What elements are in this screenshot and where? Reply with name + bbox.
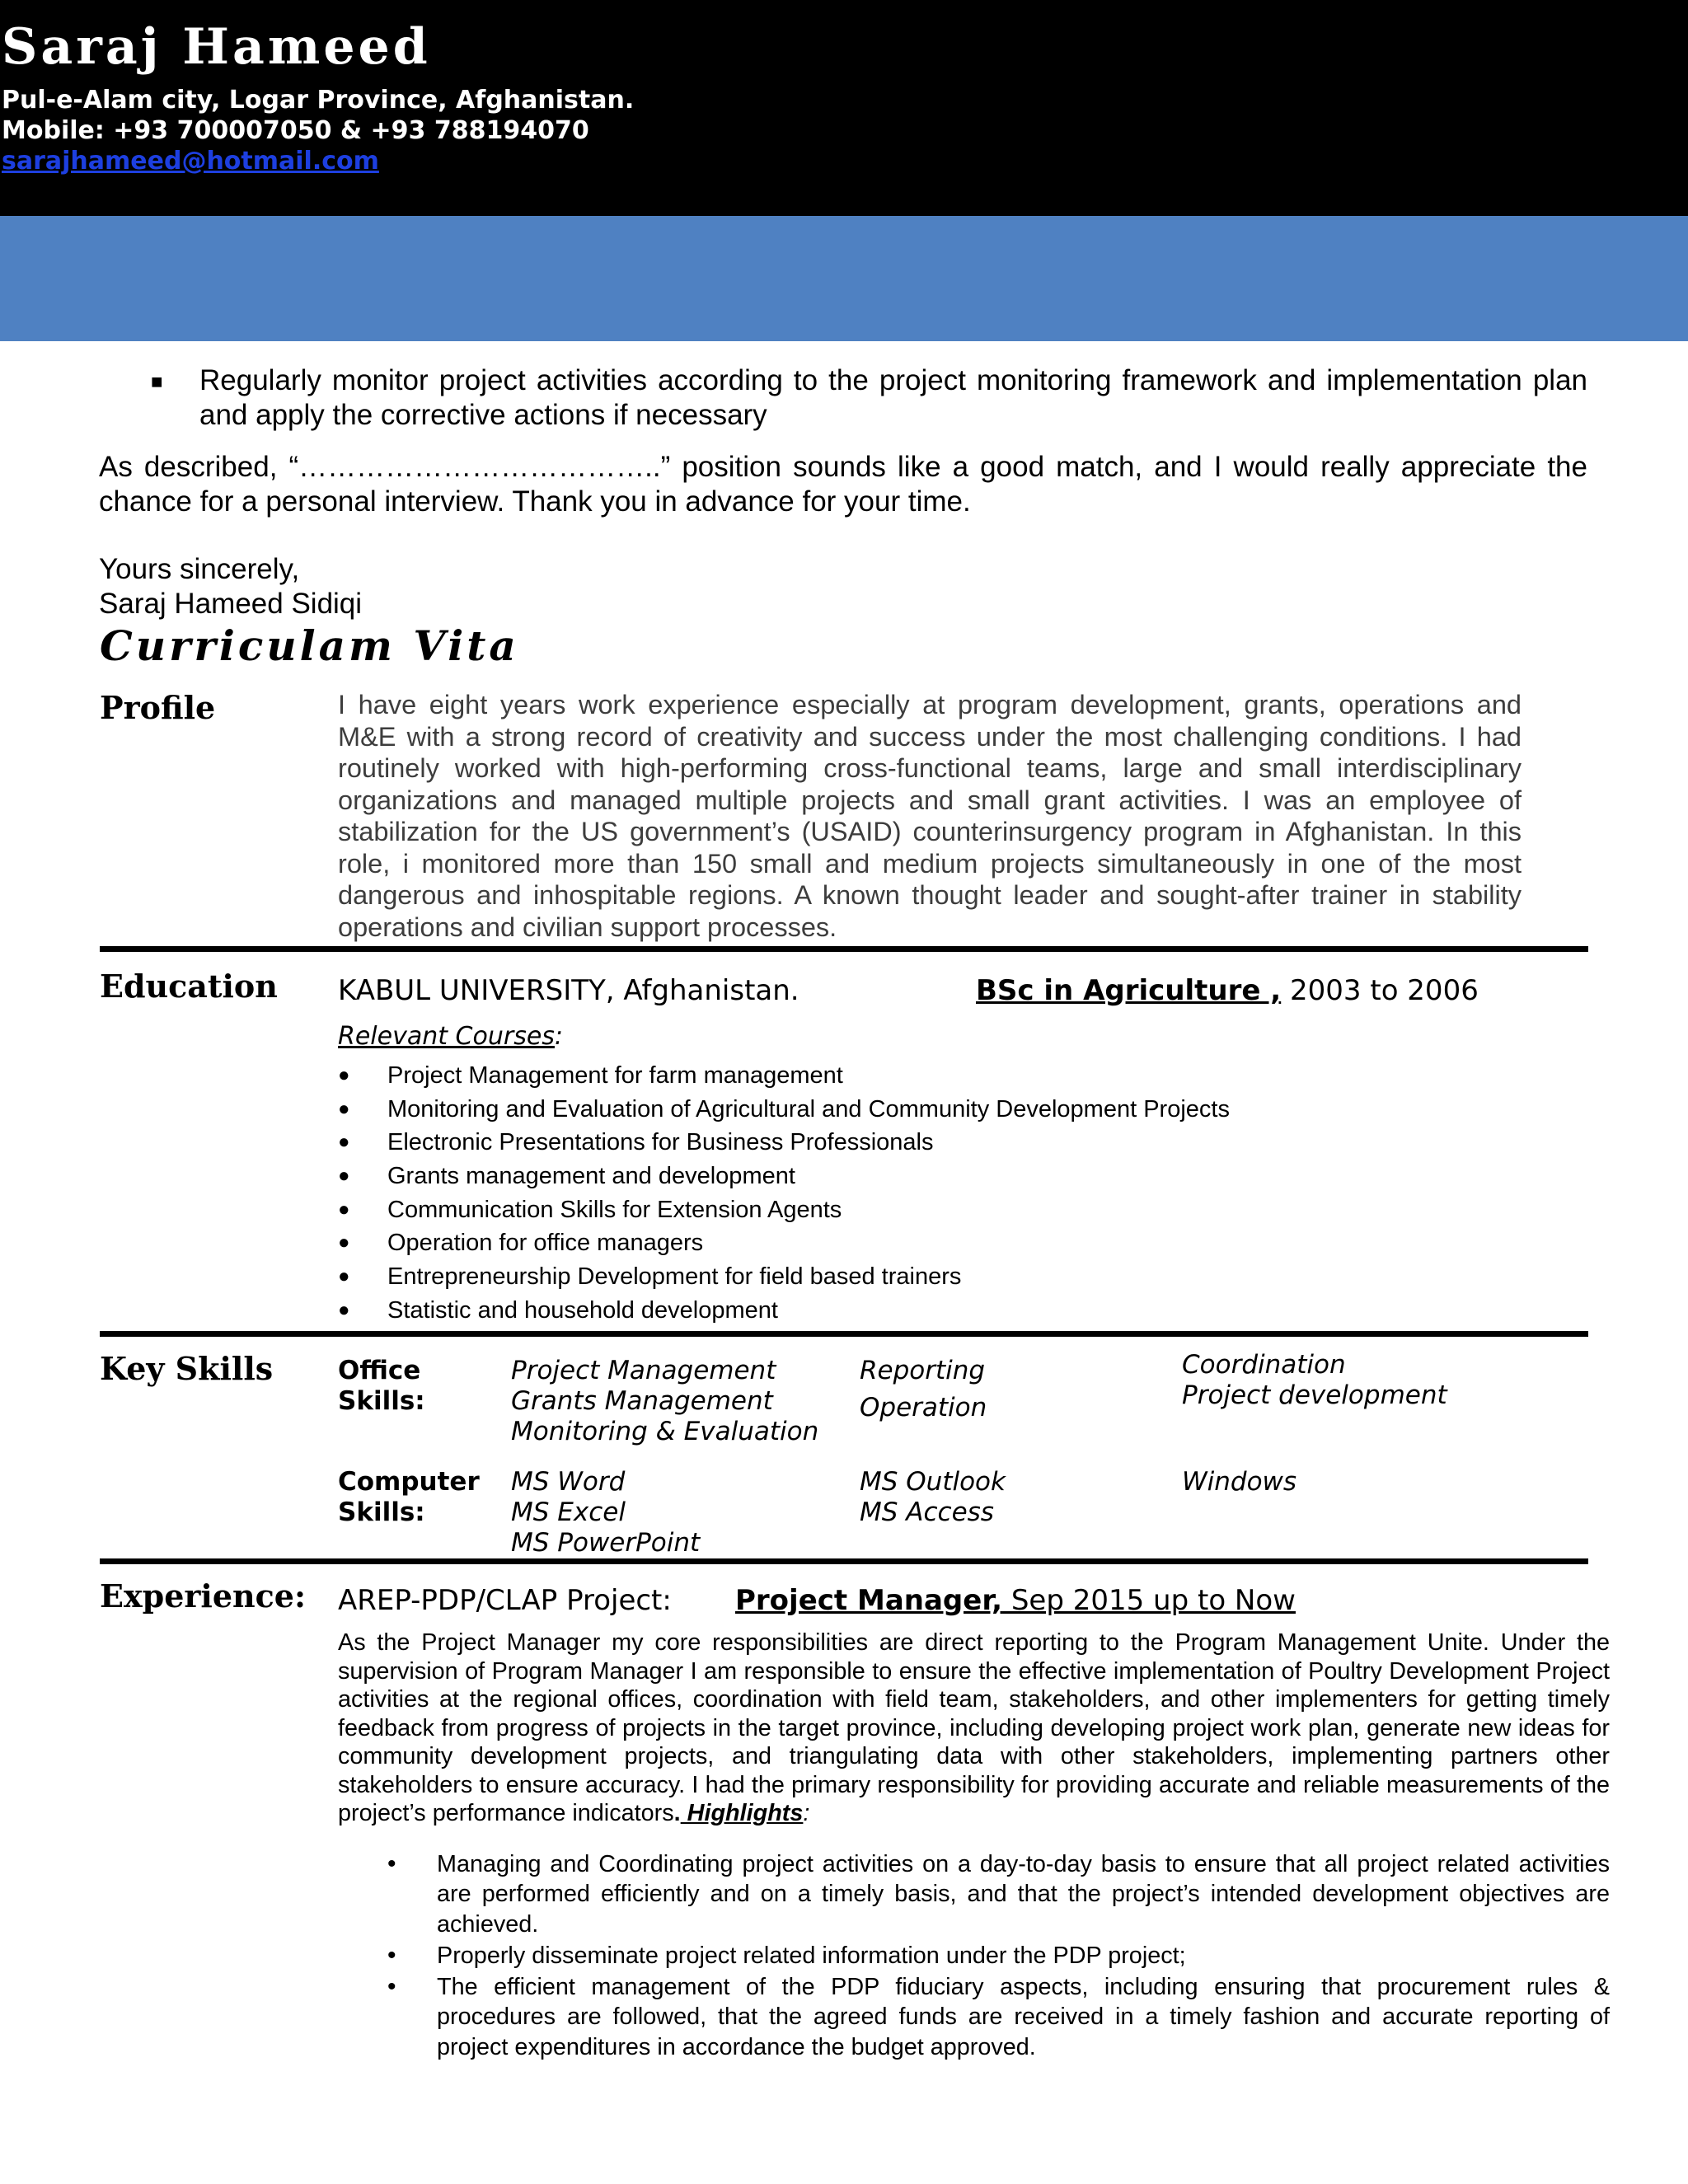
course-list (338, 1059, 1230, 1328)
letter-paragraph: As described, “………………………………..” position sounds like a good match, and I would really appreciate the chance for a personal interview. Thank you in advance for your time. (99, 451, 1587, 518)
profile-heading: Profile (100, 689, 216, 726)
letter-signature: Saraj Hameed Sidiqi (99, 588, 363, 620)
experience-heading: Experience: (100, 1577, 306, 1615)
project-name: AREP-PDP/CLAP Project: (338, 1584, 672, 1617)
skill-item: Reporting (860, 1356, 986, 1385)
education-heading: Education (100, 968, 278, 1005)
office-skills-label (338, 1356, 425, 1417)
degree (976, 974, 1479, 1007)
job-title: Project Manager, (735, 1584, 1003, 1617)
degree-years: 2003 to 2006 (1281, 974, 1479, 1007)
square-bullet-icon: ■ (151, 371, 163, 393)
highlights-colon: : (803, 1800, 810, 1826)
job-description-text: As the Project Manager my core responsibilities are direct reporting to the Program Management Unite. Under the supervision of Program Manager I am responsible to ensure the effective implementation of Poultry Development Project activities at the regional offices, coordination with field team, stakeholders, and other implementers for getting timely feedback from progress of projects in the target province, including developing project work plan, generate new ideas for community development projects, and triangulating data with other stakeholders, implementing partners other stakeholders to ensure accuracy. I had the primary responsibility for providing accurate and reliable measurements of the project’s performance indicators (338, 1629, 1610, 1826)
skill-item: Grants Management (511, 1386, 773, 1416)
description-period: . (673, 1800, 681, 1826)
skill-item: Project development (1182, 1380, 1447, 1410)
courses-label-text: Relevant Courses (338, 1022, 555, 1051)
section-divider (100, 1331, 1588, 1337)
list-item: ● Entrepreneurship Development for field based trainers (338, 1260, 1230, 1294)
job-role (735, 1584, 1296, 1617)
mobile-numbers: Mobile: +93 700007050 & +93 788194070 (2, 116, 589, 145)
skill-item: MS PowerPoint (511, 1528, 701, 1558)
skill-item: MS Outlook (860, 1467, 1006, 1497)
skill-item: MS Word (511, 1467, 626, 1497)
computer-skills-label (338, 1467, 480, 1528)
label-line: Computer (338, 1467, 480, 1497)
list-item: ● Electronic Presentations for Business Professionals (338, 1126, 1230, 1160)
list-item: ● Communication Skills for Extension Agents (338, 1193, 1230, 1227)
skill-item: Monitoring & Evaluation (511, 1417, 819, 1446)
email-link[interactable]: sarajhameed@hotmail.com (2, 147, 379, 176)
skill-item: Windows (1182, 1467, 1297, 1497)
list-item: ● Grants management and development (338, 1160, 1230, 1193)
courses-label-colon: : (554, 1022, 564, 1051)
label-line: Office (338, 1356, 421, 1385)
job-period: Sep 2015 up to Now (1002, 1584, 1296, 1617)
skill-item: MS Excel (511, 1497, 626, 1527)
list-item: ● Project Management for farm management (338, 1059, 1230, 1093)
candidate-name: Saraj Hameed (2, 18, 431, 76)
degree-title: BSc in Agriculture , (976, 974, 1282, 1007)
list-item: ● Monitoring and Evaluation of Agricultural and Community Development Projects (338, 1093, 1230, 1127)
cv-title: Curriculam Vita (100, 621, 519, 670)
skill-item: Operation (860, 1393, 987, 1422)
address: Pul-e-Alam city, Logar Province, Afghanistan. (2, 86, 635, 115)
label-line: Skills: (338, 1386, 425, 1416)
highlights-label: Highlights (680, 1800, 804, 1826)
key-skills-heading: Key Skills (100, 1350, 274, 1387)
university: KABUL UNIVERSITY, Afghanistan. (338, 974, 799, 1007)
courses-label (338, 1022, 563, 1051)
list-item: • The efficient management of the PDP fiduciary aspects, including ensuring that procurement rules & procedures are followed, that the agreed funds are received in a timely fashion and accurate reporting of project expenditures in accordance the budget approved. (387, 1972, 1610, 2062)
list-item: • Managing and Coordinating project activities on a day-to-day basis to ensure that all project related activities are performed efficiently and on a timely basis, and that the project’s intended development objectives are achieved. (387, 1849, 1610, 1939)
profile-text: I have eight years work experience especially at program development, grants, operations and M&E with a strong record of creativity and success under the most challenging conditions. I had routinely worked with high-performing cross-functional teams, large and small interdisciplinary organizations and managed multiple projects and small grant activities. I was an employee of stabilization for the US government’s (USAID) counterinsurgency program in Afghanistan. In this role, i monitored more than 150 small and medium projects simultaneously in one of the most dangerous and inhospitable regions. A known thought leader and sought-after trainer in stability operations and civilian support processes. (338, 690, 1522, 942)
list-item: ● Operation for office managers (338, 1226, 1230, 1260)
list-item: • Properly disseminate project related information under the PDP project; (387, 1941, 1610, 1971)
job-description (338, 1629, 1610, 1828)
list-item: ● Statistic and household development (338, 1294, 1230, 1328)
label-line: Skills: (338, 1497, 425, 1527)
section-divider (100, 946, 1588, 952)
letter-bullet-text: Regularly monitor project activities according to the project monitoring framework and implementation plan and apply the corrective actions if necessary (199, 364, 1587, 431)
skill-item: Project Management (511, 1356, 776, 1385)
highlights-list (387, 1849, 1610, 2064)
skill-item: Coordination (1182, 1350, 1346, 1380)
header-accent-band (0, 216, 1688, 341)
letter-closing: Yours sincerely, (99, 553, 300, 585)
section-divider (100, 1558, 1588, 1564)
skill-item: MS Access (860, 1497, 994, 1527)
